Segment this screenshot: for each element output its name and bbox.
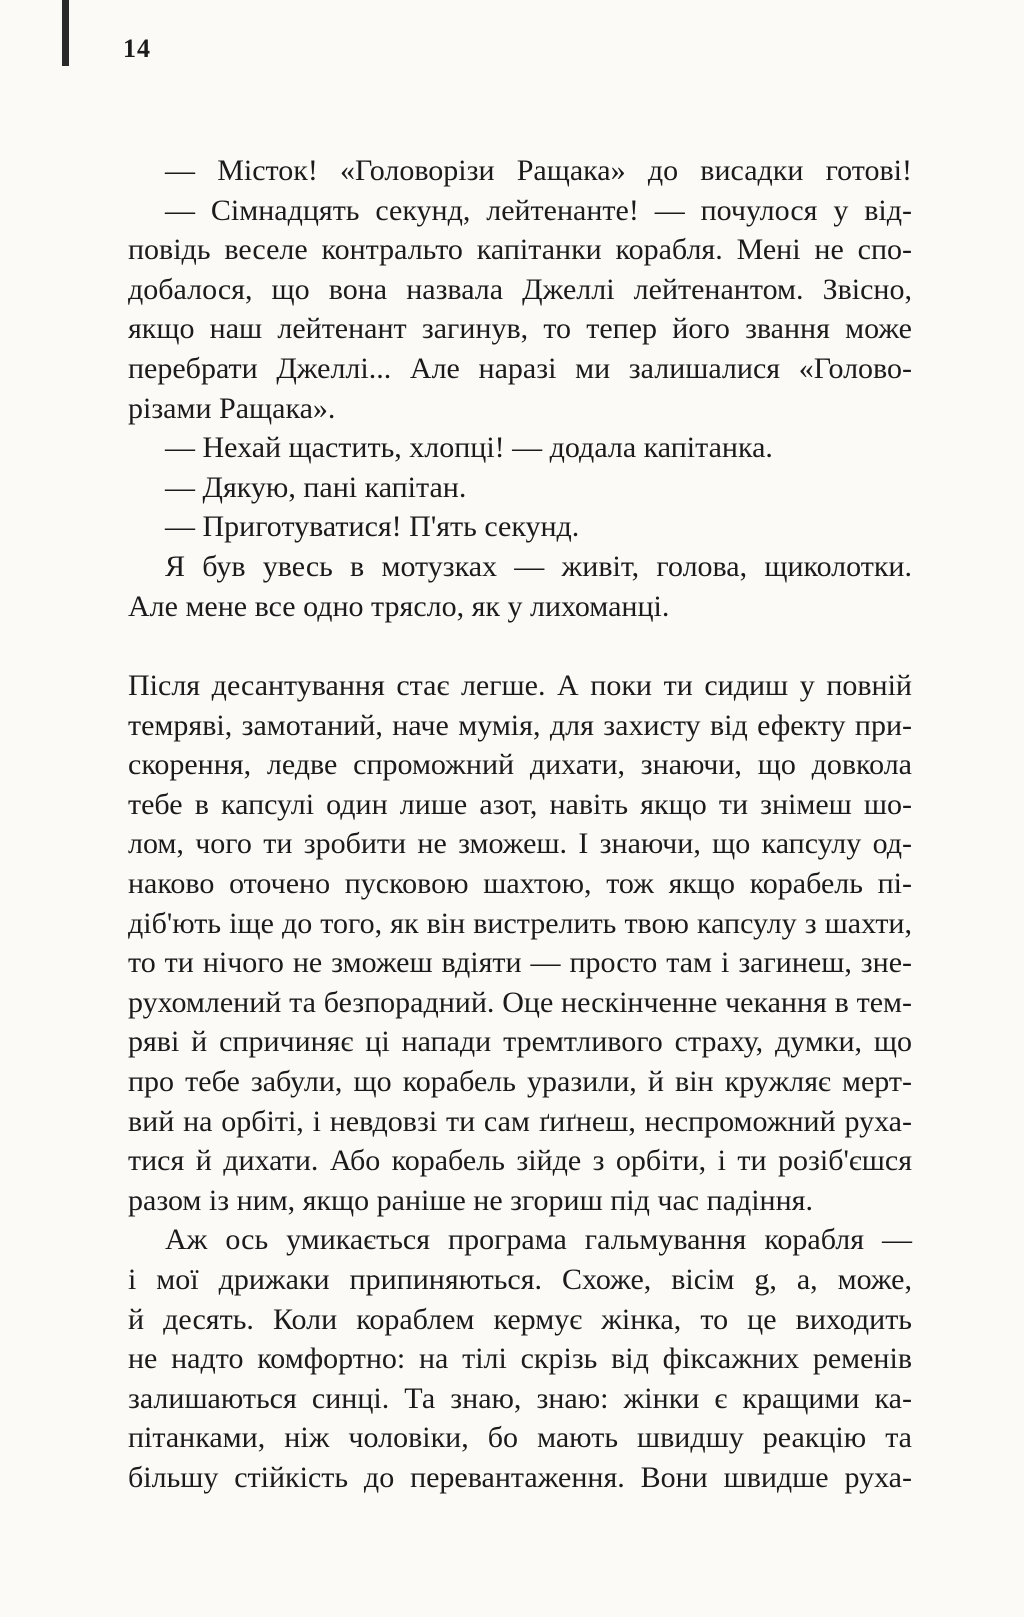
text-line: якщо наш лейтенант загинув, то тепер його звання може — [128, 312, 912, 346]
text-line: скорення, ледве спроможний дихати, знаючи, що довкола — [128, 748, 912, 782]
text-line: більшу стійкість до перевантаження. Вони швидше руха- — [128, 1460, 912, 1494]
text-line: разом із ним, якщо раніше не згориш під час падіння. — [128, 1183, 813, 1217]
text-line: Я був увесь в мотузках — живіт, голова, щиколотки. — [165, 549, 912, 583]
text-line: тебе в капсулі один лише азот, навіть якщо ти знімеш шо- — [128, 787, 912, 821]
text-line: — Приготуватися! П'ять секунд. — [165, 510, 580, 544]
text-line: то ти нічого не зможеш вдіяти — просто там і загинеш, зне- — [128, 946, 912, 980]
text-line: наково оточено пусковою шахтою, тож якщо корабель пі- — [128, 866, 912, 900]
dialogue-section — [128, 151, 912, 626]
text-line: і мої дрижаки припиняються. Схоже, вісім g, а, може, — [128, 1262, 912, 1296]
text-line: перебрати Джеллі... Але наразі ми залишалися «Голово- — [128, 351, 912, 385]
text-line: повідь веселе контральто капітанки корабля. Мені не спо- — [128, 233, 912, 267]
text-line: добалося, що вона назвала Джеллі лейтенантом. Звісно, — [128, 272, 912, 306]
text-line: пітанками, ніж чоловіки, бо мають швидшу реакцію та — [128, 1421, 912, 1455]
page-number: 14 — [123, 34, 151, 63]
text-line: Аж ось умикається програма гальмування корабля — — [165, 1223, 912, 1257]
text-line: про тебе забули, що корабель уразили, й він кружляє мерт- — [128, 1064, 912, 1098]
text-line: тися й дихати. Або корабель зійде з орбіти, і ти розіб'єшся — [128, 1144, 912, 1178]
text-line: — Сімнадцять секунд, лейтенанте! — почулося у від- — [165, 193, 912, 227]
text-line: ряві й спричиняє ці напади тремтливого страху, думки, що — [128, 1025, 912, 1059]
text-line: рухомлений та безпорадний. Оце нескінченне чекання в тем- — [128, 985, 912, 1019]
text-line: не надто комфортно: на тілі скрізь від фіксажних ременів — [128, 1342, 912, 1376]
text-line: — Дякую, пані капітан. — [165, 470, 467, 504]
text-line: темряві, замотаний, наче мумія, для захисту від ефекту при- — [128, 708, 912, 742]
text-line: залишаються синці. Та знаю, знаю: жінки є кращими ка- — [128, 1381, 912, 1415]
page-binding-mark — [62, 0, 69, 66]
text-line: — Місток! «Головорізи Ращака» до висадки готові! — [165, 154, 912, 187]
text-line: Після десантування стає легше. А поки ти сидиш у повній — [128, 669, 912, 702]
text-line: й десять. Коли кораблем кермує жінка, то це виходить — [128, 1302, 912, 1336]
text-line: лом, чого ти зробити не зможеш. І знаючи, що капсулу од- — [128, 827, 912, 861]
text-line: різами Ращака». — [128, 391, 336, 425]
text-line: діб'ють іще до того, як він вистрелить твою капсулу з шахти, — [128, 906, 912, 940]
text-line: вий на орбіті, і невдовзі ти сам ґиґнеш, неспроможний руха- — [128, 1104, 912, 1138]
narrative-section — [128, 666, 912, 1497]
text-line: Але мене все одно трясло, як у лихоманці. — [128, 589, 670, 623]
text-line: — Нехай щастить, хлопці! — додала капітанка. — [165, 431, 773, 465]
